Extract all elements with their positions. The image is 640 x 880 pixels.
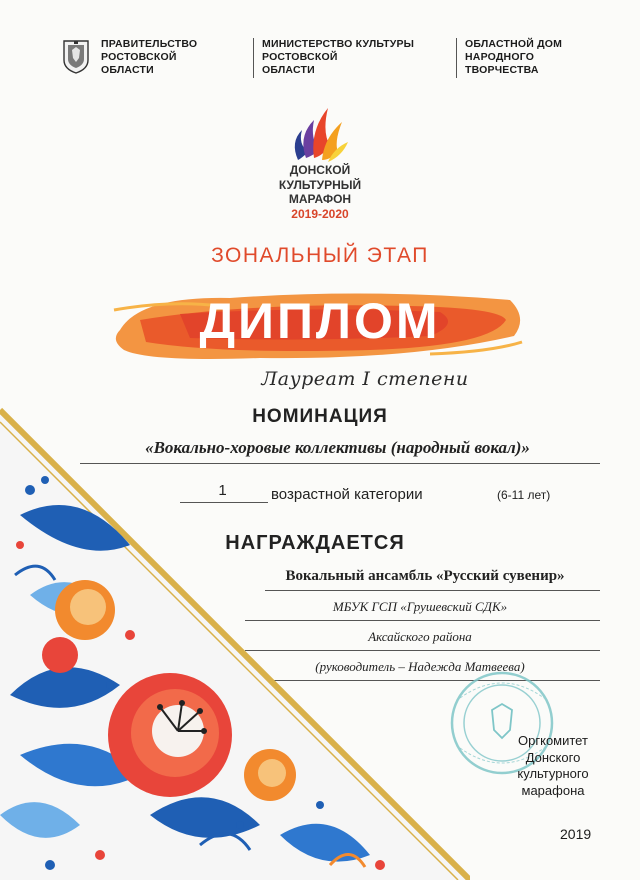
folk-pattern-decoration [0, 395, 470, 880]
recipient-institution: МБУК ГСП «Грушевский СДК» [332, 599, 508, 614]
header-org-ministry: МИНИСТЕРСТВО КУЛЬТУРЫ РОСТОВСКОЙ ОБЛАСТИ [262, 38, 415, 76]
flame-logo-icon [288, 100, 350, 164]
header-org-government: ПРАВИТЕЛЬСТВО РОСТОВСКОЙ ОБЛАСТИ [101, 38, 198, 76]
age-range: (6-11 лет) [497, 488, 551, 502]
coat-of-arms-icon [63, 38, 89, 74]
organizing-committee-signature: Оргкомитет Донского культурного марафона [517, 733, 589, 798]
issue-year: 2019 [560, 826, 592, 842]
header-separator [456, 38, 457, 78]
age-category-number: 1 [218, 482, 227, 499]
marathon-logo-text: ДОНСКОЙ КУЛЬТУРНЫЙ МАРАФОН 2019-2020 [278, 163, 362, 221]
awarded-heading: НАГРАЖДАЕТСЯ [225, 532, 405, 554]
laureate-degree: Лауреат I степени [261, 368, 469, 390]
recipient-district: Аксайского района [368, 629, 472, 644]
recipient-name: Вокальный ансамбль «Русский сувенир» [285, 568, 565, 584]
document-title: ДИПЛОМ [199, 293, 441, 349]
header-separator [253, 38, 254, 78]
nomination-heading: НОМИНАЦИЯ [252, 406, 388, 427]
stage-title: ЗОНАЛЬНЫЙ ЭТАП [211, 244, 429, 267]
age-category-label: возрастной категории [271, 486, 423, 503]
nomination-text: «Вокально-хоровые коллективы (народный вокал)» [145, 438, 530, 457]
recipient-leader: (руководитель – Надежда Матвеева) [315, 659, 525, 674]
header-org-folk-house: ОБЛАСТНОЙ ДОМ НАРОДНОГО ТВОРЧЕСТВА [465, 38, 563, 76]
